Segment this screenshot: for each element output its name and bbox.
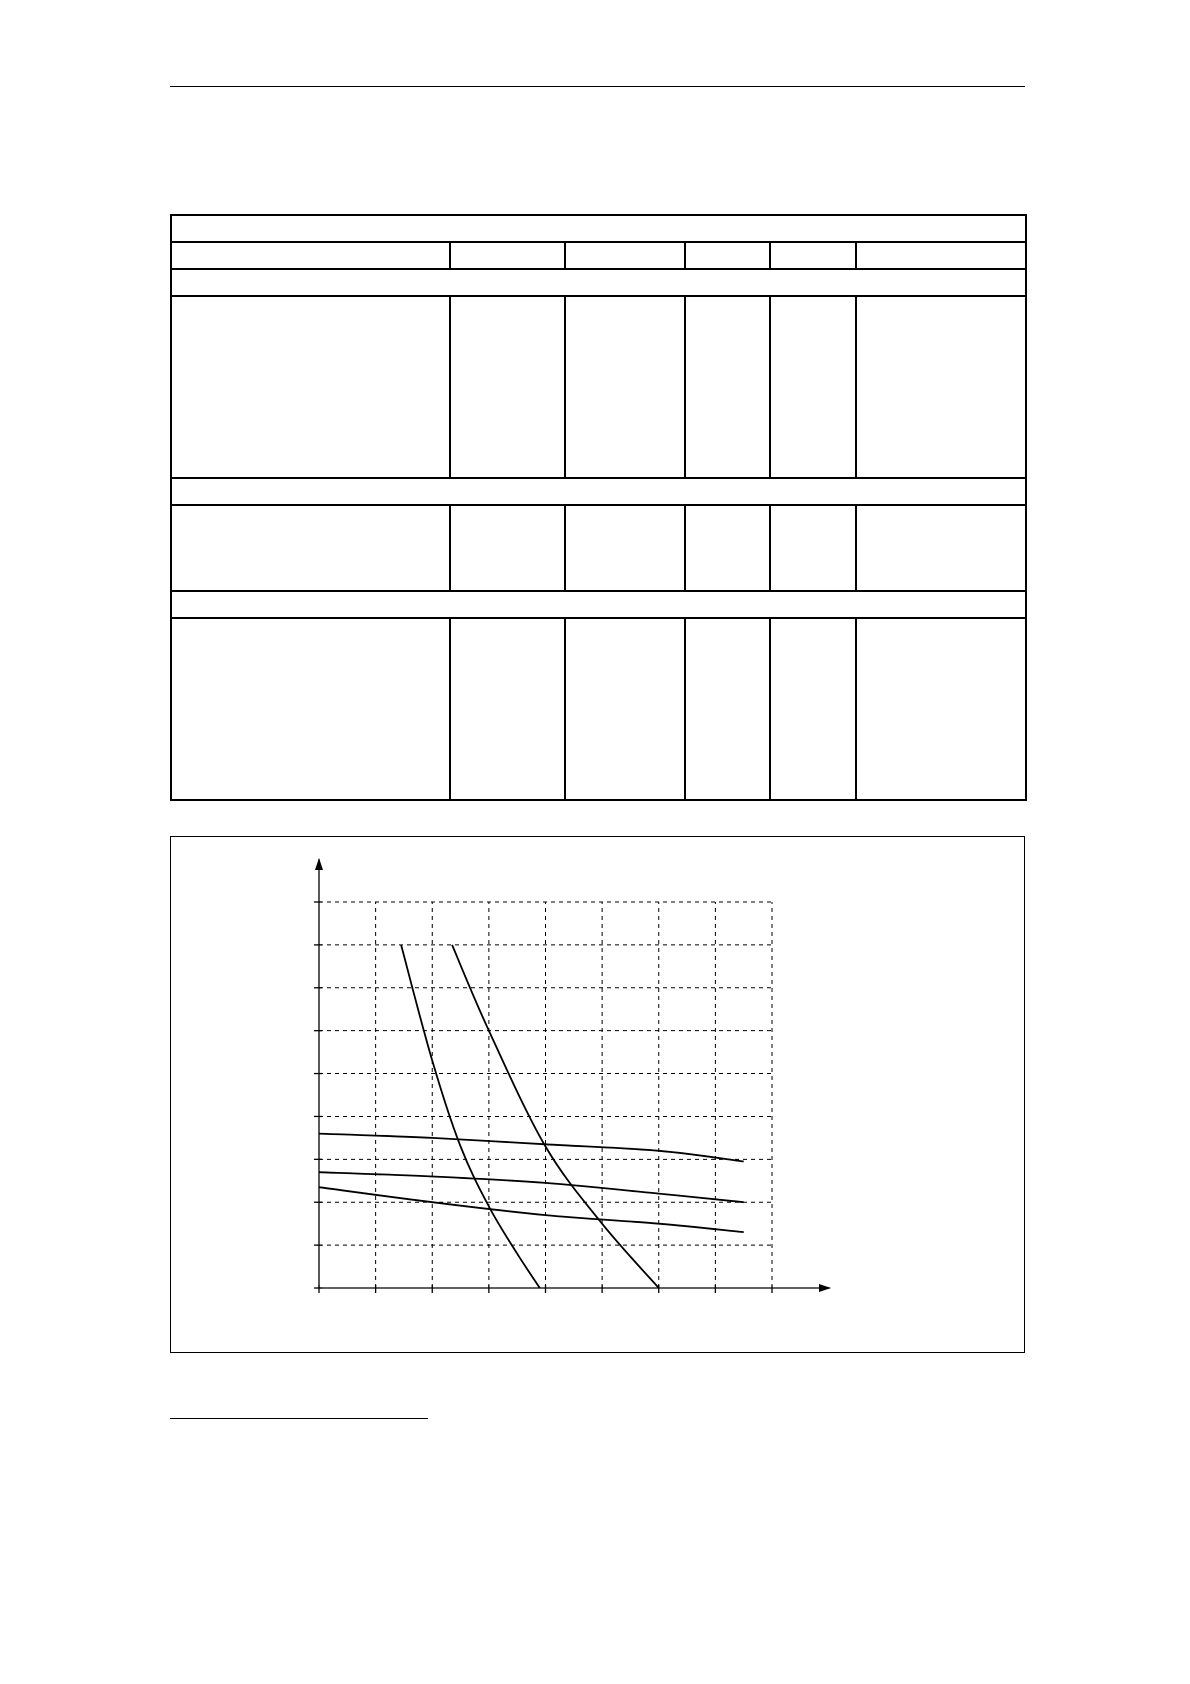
table-cell [856, 618, 1026, 800]
table-cell [770, 296, 855, 478]
column-header [770, 242, 855, 269]
table-cell [450, 296, 565, 478]
series-line [401, 945, 540, 1288]
table-cell [565, 296, 685, 478]
header-rule [170, 86, 1025, 87]
table-title [171, 215, 1026, 242]
series-line [319, 1187, 744, 1232]
table-cell [450, 505, 565, 591]
column-header [450, 242, 565, 269]
table-cell [685, 505, 770, 591]
table-cell [171, 505, 450, 591]
table-cell [171, 618, 450, 800]
column-header [685, 242, 770, 269]
table-cell [856, 505, 1026, 591]
table-cell [856, 296, 1026, 478]
section-heading [171, 591, 1026, 618]
footnote-rule [170, 1418, 428, 1419]
table-cell [685, 296, 770, 478]
section-heading [171, 478, 1026, 505]
table-cell [770, 618, 855, 800]
column-header [856, 242, 1026, 269]
table-cell [565, 618, 685, 800]
series-line [452, 945, 659, 1288]
spec-table [170, 214, 1027, 801]
table-cell [450, 618, 565, 800]
column-header [565, 242, 685, 269]
column-header [171, 242, 450, 269]
series-line [319, 1134, 744, 1162]
chart-grid [319, 902, 772, 1288]
table-cell [171, 296, 450, 478]
chart-axes [314, 859, 830, 1293]
table-cell [685, 618, 770, 800]
characteristic-curve-chart [171, 837, 1024, 1352]
section-heading [171, 269, 1026, 296]
figure-frame [170, 836, 1025, 1353]
table-cell [770, 505, 855, 591]
table-cell [565, 505, 685, 591]
series-line [319, 1172, 744, 1202]
